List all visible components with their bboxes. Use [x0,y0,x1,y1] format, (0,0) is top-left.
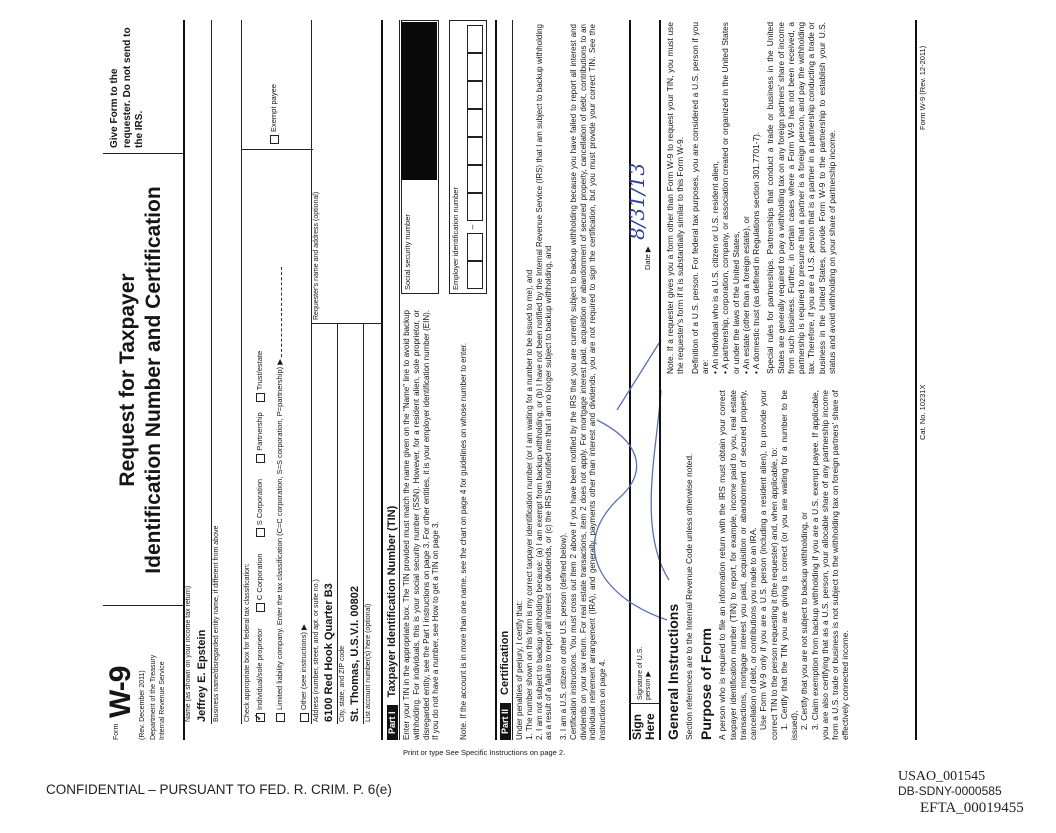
redaction-block [401,22,437,180]
s-corp-label: S Corporation [255,478,264,526]
part1-title: Taxpayer Identification Number (TIN) [386,505,398,698]
checkbox-partnership[interactable] [256,454,265,463]
form-footer: Form W-9 (Rev. 12-2011) [918,45,927,130]
part1-label: Part I [387,705,398,740]
checkbox-llc[interactable] [276,713,285,722]
definition-item-2: • A partnership, corporation, company, or association created or organized in the United States or under the laws of the United States, [720,22,741,374]
city-label: City, state, and ZIP code [339,645,346,722]
classification-label: Check appropriate box for federal tax classification: [244,563,251,722]
checkbox-trust[interactable] [256,393,265,402]
w9-form [103,20,1053,757]
exempt-payee-label: Exempt payee [269,84,278,132]
here-word: Here [642,713,657,740]
c-corp-label: C Corporation [255,553,264,601]
definition-text: Definition of a U.S. person. For federal tax purposes, you are considered a U.S. person if you are: [689,22,710,374]
cat-number: Cat. No. 10231X [918,384,927,440]
right-column [665,22,837,374]
purpose-item-2: 2. Certify that you are not subject to backup withholding, or [799,512,810,730]
efta-stamp: EFTA_00019455 [920,800,1024,816]
cert-item-3: 3. I am a U.S. citizen or other U.S. person (defined below). [559,532,568,740]
account-label: List account number(s) here (optional) [365,603,372,722]
ein-box[interactable] [449,20,487,294]
part1-header [386,506,399,740]
purpose-item-3: 3. Claim exemption from backup withholding if you are a U.S. exempt payee. If applicable, you are also certifying that as a U.S. person, your allocable share of any partnership income from a U.S. trade or business is not subject to the withholding tax on foreign partners' share of effectively connected income. [809,390,851,740]
checkbox-c-corp[interactable] [256,603,265,612]
give-form-note: Give Form to the requester. Do not send to the IRS. [109,27,145,148]
partnership-label: Partnership [255,412,264,451]
trust-label: Trust/estate [255,350,264,391]
signature-label: Signature of U.S. person ▶ [637,646,652,700]
name-value: Jeffrey E. Epstein [196,629,208,722]
form-number: W-9 [104,666,137,718]
address-label: Address (number, street, and apt. or suite no.) [313,579,320,722]
department: Department of the Treasury [150,654,157,740]
form-id-block [103,608,181,740]
note-requester: Note. If a requester gives you a form other than Form W-9 to request your TIN, you must use the requester's form if it is substantially similar to this Form W-9. [665,22,686,374]
sign-word: Sign [630,714,644,740]
irs-label: Internal Revenue Service [159,661,166,740]
exempt-payee [269,84,279,144]
address-value: 6100 Red Hook Quarter B3 [323,583,335,722]
part1-text: Enter your TIN in the appropriate box. The TIN provided must match the name given on the "Name" line to avoid backup withholding. For individuals, this is your social security number (SSN). However, for a resident alien, sole proprietor, or disregarded entity, see the Part I instructions on page 3. For other entities, it is your employer identification number (EIN). If you do not have a number, see How to get a TIN on page 3. [402,310,441,740]
cert-intro: Under penalties of perjury, I certify that: [515,600,524,740]
cert-instructions: Certification instructions. You must cross out item 2 above if you have been notified by the IRS that you are currently subject to backup withholding because you have failed to report all interest and dividends on your tax return. For real estate transactions, item 2 does not apply. For mortgage interest paid, acquisition or abandonment of secured property, cancellation of debt, contributions to an individual retirement arrangement (IRA), and generally, payments other than interest and dividends, you are not required to sign the certification, but you must provide your correct TIN. See the instructions on page 4. [568,24,607,740]
part1-note: Note. If the account is in more than one name, see the chart on page 4 for guidelines on whose number to enter. [459,342,468,740]
classification-row [255,351,265,722]
business-name-label: Business name/disregarded entity name, if different from above [213,525,220,722]
certification-body [515,24,608,740]
ein-label: Employer identification number [451,187,460,290]
form-title [115,160,166,600]
side-label: Print or type See Specific Instructions on page 2. [403,748,566,757]
individual-label: Individual/sole proprietor [255,628,264,710]
sign-here [631,713,656,740]
llc-label: Limited liability company. Enter the tax classification (C=C corporation, S=S corporation, P=partnership) ▶ [275,359,284,710]
title-line-2: Identification Number and Certification [141,186,165,574]
definition-item-3: • An estate (other than a foreign estate), or [740,216,751,374]
form-revision: (Rev. December 2011) [139,670,146,740]
purpose-text: A person who is required to file an information return with the IRS must obtain your correct taxpayer identification number (TIN) to report, for example, income paid to you, real estate transactions, mortgage interest you paid, acquisition or abandonment of secured property, cancellation of debt, or contributions you made to an IRA. [717,390,759,740]
confidential-notice: CONFIDENTIAL – PURSUANT TO FED. R. CRIM. P. 6(e) [46,782,392,797]
part2-label: Part II [500,703,511,740]
part2-title: Certification [499,630,511,695]
city-value: St. Thomas, U.S.V.I. 00802 [349,586,361,722]
date-label: Date ▶ [643,246,652,270]
requester-label: Requester's name and address (optional) [313,191,320,320]
special-rules-text: Special rules for partnerships. Partnerships that conduct a trade or business in the United States are generally required to pay a withholding tax on any foreign partners' share of income from such business. Further, in certain cases where a Form W-9 has not been received, a partnership is required to presume that a partner is a foreign person, and pay the withholding tax. Therefore, if you are a U.S. person that is a partner in a partnership conducting a trade or business in the United States, provide Form W-9 to the partnership to establish your U.S. status and avoid withholding on your share of partnership income. [765,22,837,374]
other-row [299,624,309,722]
purpose-text-2: Use Form W-9 only if you are a U.S. person (including a resident alien), to provide your correct TIN to the person requesting it (the requester) and, when applicable, to: [758,390,779,740]
cert-item-2: 2. I am not subject to backup withholding because: (a) I am exempt from backup withholding, or (b) I have not been notified by the Internal Revenue Service (IRS) that I am subject to backup withholding as a result of a failure to report all interest or dividends, or (c) the IRS has notified me that I am no longer subject to backup withholding, and [534,24,554,740]
title-line-1: Request for Taxpayer [116,273,139,487]
general-instructions-text: Section references are to the Internal Revenue Code unless otherwise noted. [684,453,695,740]
part2-header [499,631,512,740]
general-instructions-title: General Instructions [665,603,681,740]
cert-item-1: 1. The number shown on this form is my correct taxpayer identification number (or I am waiting for a number to be issued to me), and [524,269,534,740]
signature-field[interactable] [631,280,659,640]
form-word: Form [113,723,120,740]
purpose-title: Purpose of Form [698,627,715,740]
ssn-label: Social security number [403,214,412,290]
db-sdny-stamp: DB-SDNY-0000585 [898,784,1002,798]
usao-stamp: USAO_001545 [898,769,986,784]
other-label: Other (see instructions) ▶ [299,624,308,710]
definition-item-1: • An individual who is a U.S. citizen or U.S. resident alien, [710,161,720,374]
left-column [663,390,851,740]
purpose-item-1: 1. Certify that the TIN you are giving is correct (or you are waiting for a number to be issued), [778,390,800,740]
llc-row [275,267,285,722]
checkbox-other[interactable] [300,713,309,722]
definition-item-4: • A domestic trust (as defined in Regulations section 301.7701-7). [751,131,761,374]
checkbox-s-corp[interactable] [256,528,265,537]
ein-digit-cells: – [467,25,483,289]
name-label: Name (as shown on your income tax return) [185,585,192,722]
checkbox-individual[interactable] [256,713,265,722]
date-value[interactable]: 8/31/13 [625,162,649,240]
checkbox-exempt-payee[interactable] [270,135,279,144]
